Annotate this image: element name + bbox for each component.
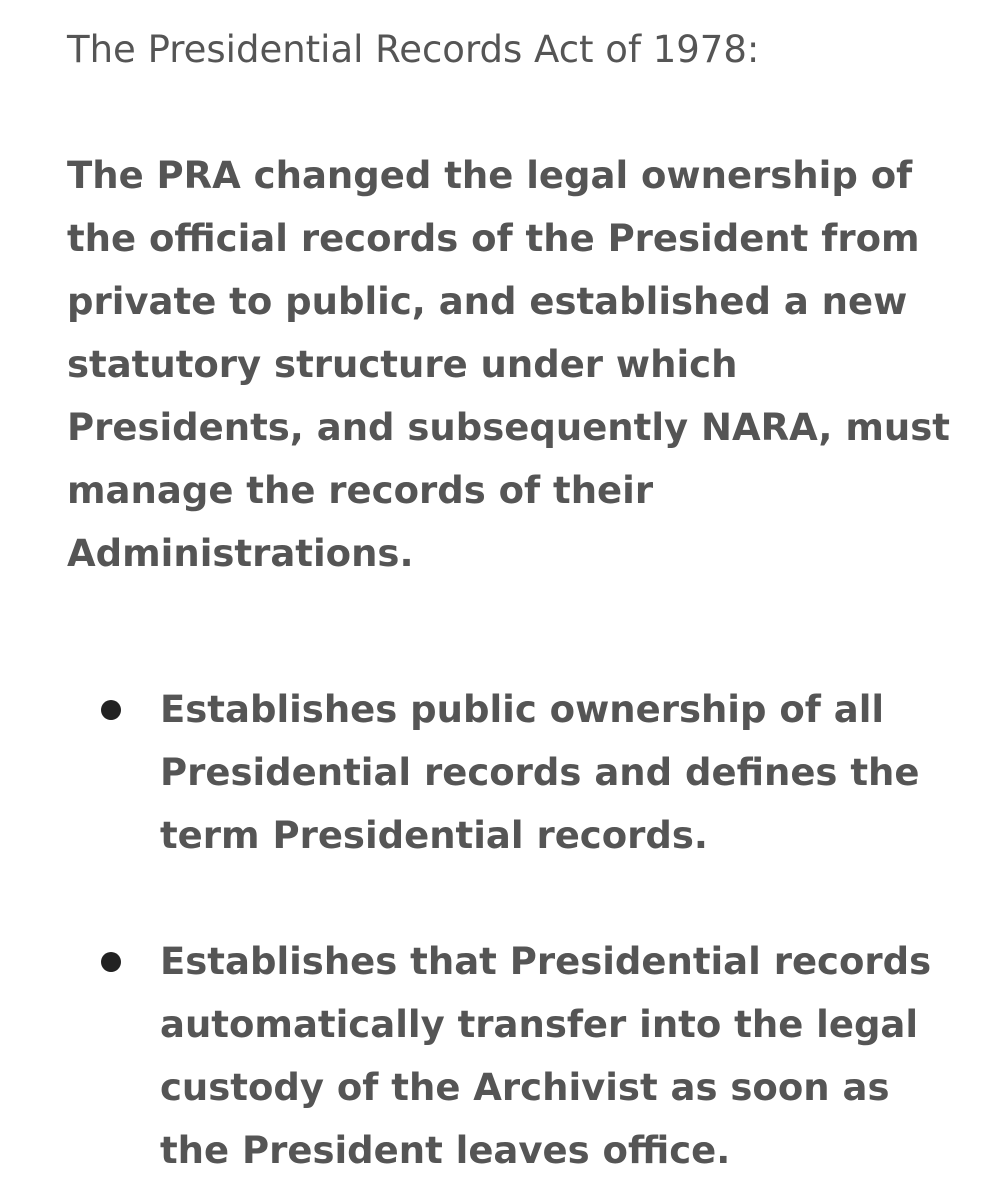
bullet-item bbox=[67, 930, 972, 1182]
bullet-line: automatically transfer into the legal bbox=[160, 1003, 919, 1046]
paragraph-line: private to public, and established a new bbox=[67, 280, 908, 323]
paragraph-line: Administrations. bbox=[67, 532, 414, 575]
document bbox=[67, 18, 972, 1182]
intro-paragraph bbox=[67, 144, 972, 585]
paragraph-line: manage the records of their bbox=[67, 469, 654, 512]
bullet-line: the President leaves office. bbox=[160, 1129, 731, 1172]
paragraph-line: The PRA changed the legal ownership of bbox=[67, 154, 913, 197]
bullet-line: term Presidential records. bbox=[160, 814, 708, 857]
paragraph-line: the official records of the President from bbox=[67, 217, 920, 260]
paragraph-line: statutory structure under which bbox=[67, 343, 738, 386]
paragraph-line: Presidents, and subsequently NARA, must bbox=[67, 406, 950, 449]
bullet-line: Establishes that Presidential records bbox=[160, 940, 932, 983]
bullet-item bbox=[67, 678, 972, 867]
bullet-line: custody of the Archivist as soon as bbox=[160, 1066, 890, 1109]
bullet-dot-icon bbox=[101, 952, 121, 972]
bullet-line: Presidential records and defines the bbox=[160, 751, 920, 794]
bullet-list bbox=[67, 678, 972, 1182]
bullet-line: Establishes public ownership of all bbox=[160, 688, 885, 731]
document-heading: The Presidential Records Act of 1978: bbox=[67, 28, 760, 71]
bullet-dot-icon bbox=[101, 700, 121, 720]
